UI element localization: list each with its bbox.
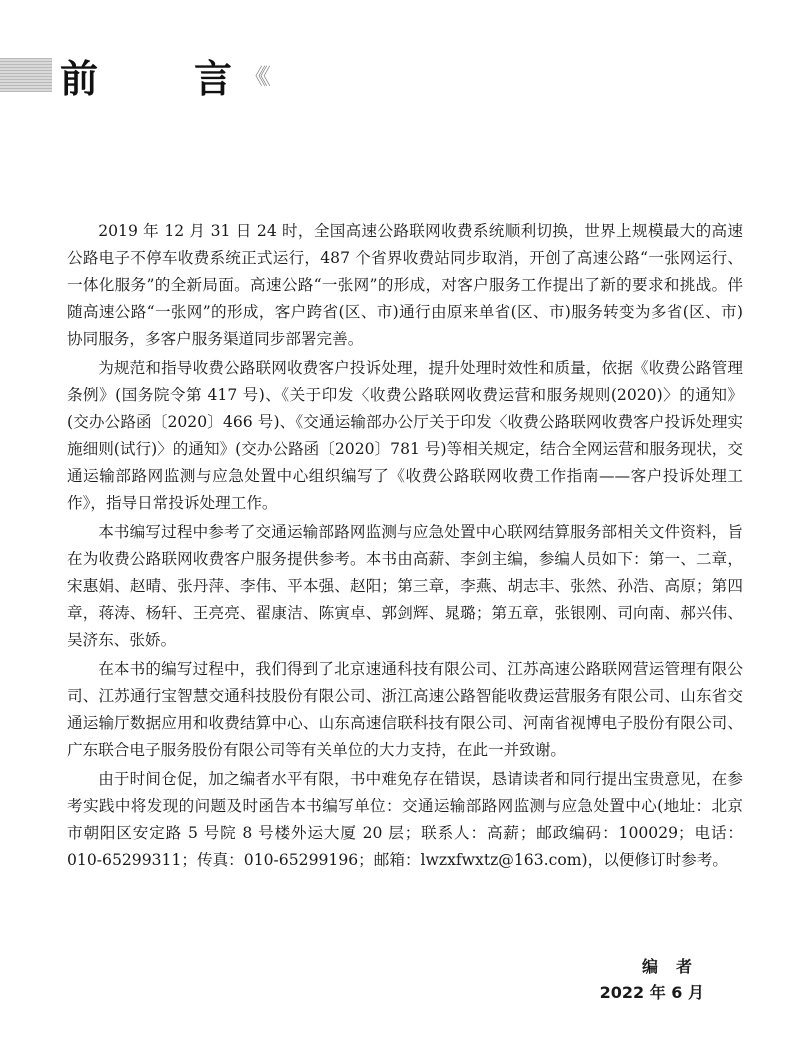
page-title [60,50,265,100]
signature-block [599,954,710,1006]
paragraph-3: 本书编写过程中参考了交通运输部路网监测与应急处置中心联网结算服务部相关文件资料，旨在为收费公路联网收费客户服务提供参考。本书由高薪、李剑主编，参编人员如下：第一、二章，宋惠娟、赵晴、张丹萍、李伟、平本强、赵阳；第三章，李燕、胡志丰、张然、孙浩、高原；第四章，蒋涛、杨轩、王亮亮、翟康洁、陈寅卓、郭剑辉、晁璐；第五章，张银刚、司向南、郝兴伟、吴济东、张娇。 [67,523,743,649]
paragraph-1: 2019 年 12 月 31 日 24 时，全国高速公路联网收费系统顺利切换，世界上规模最大的高速公路电子不停车收费系统正式运行，487 个省界收费站同步取消，开创了高速公路“一张网运行、一体化服务”的全新局面。高速公路“一张网”的形成，对客户服务工作提出了新的要求和挑战。伴随高速公路“一张网”的形成，客户跨省(区、市)通行由原来单省(区、市)服务转变为多省(区、市)协同服务，多客户服务渠道同步部署完善。 [67,222,743,348]
signature-author: 编者 [641,957,710,976]
signature-date: 2022 年 6 月 [599,983,704,1002]
paragraph-5: 由于时间仓促，加之编者水平有限，书中难免存在错误，恳请读者和同行提出宝贵意见，在参考实践中将发现的问题及时函告本书编写单位：交通运输部路网监测与应急处置中心(地址：北京市朝阳区安定路 5 号院 8 号楼外运大厦 20 层；联系人：高薪；邮政编码：100029；电话：010-65299311；传真：010-65299196；邮箱：lwzxfwxtz@163.com)，以便修订时参考。 [67,770,743,869]
title-char-1: 前 [60,56,99,101]
paragraph-4: 在本书的编写过程中，我们得到了北京速通科技有限公司、江苏高速公路联网营运管理有限公司、江苏通行宝智慧交通科技股份有限公司、浙江高速公路智能收费运营服务有限公司、山东省交通运输厅数据应用和收费结算中心、山东高速信联科技有限公司、河南省视博电子股份有限公司、广东联合电子服务股份有限公司等有关单位的大力支持，在此一并致谢。 [67,660,743,759]
double-chevron-icon: 《《 [244,64,266,90]
decorative-gray-bar [0,58,52,92]
title-char-2: 言 [194,56,233,101]
preface-body [67,218,743,876]
paragraph-2: 为规范和指导收费公路联网收费客户投诉处理，提升处理时效性和质量，依据《收费公路管理条例》(国务院令第 417 号)、《关于印发〈收费公路联网收费运营和服务规则(2020)〉的通知》(交办公路函〔2020〕466 号)、《交通运输部办公厅关于印发〈收费公路联网收费客户投诉处理实施细则(试行)〉的通知》(交办公路函〔2020〕781 号)等相关规定，结合全网运营和服务现状，交通运输部路网监测与应急处置中心组织编写了《收费公路联网收费工作指南——客户投诉处理工作》，指导日常投诉处理工作。 [67,359,743,512]
